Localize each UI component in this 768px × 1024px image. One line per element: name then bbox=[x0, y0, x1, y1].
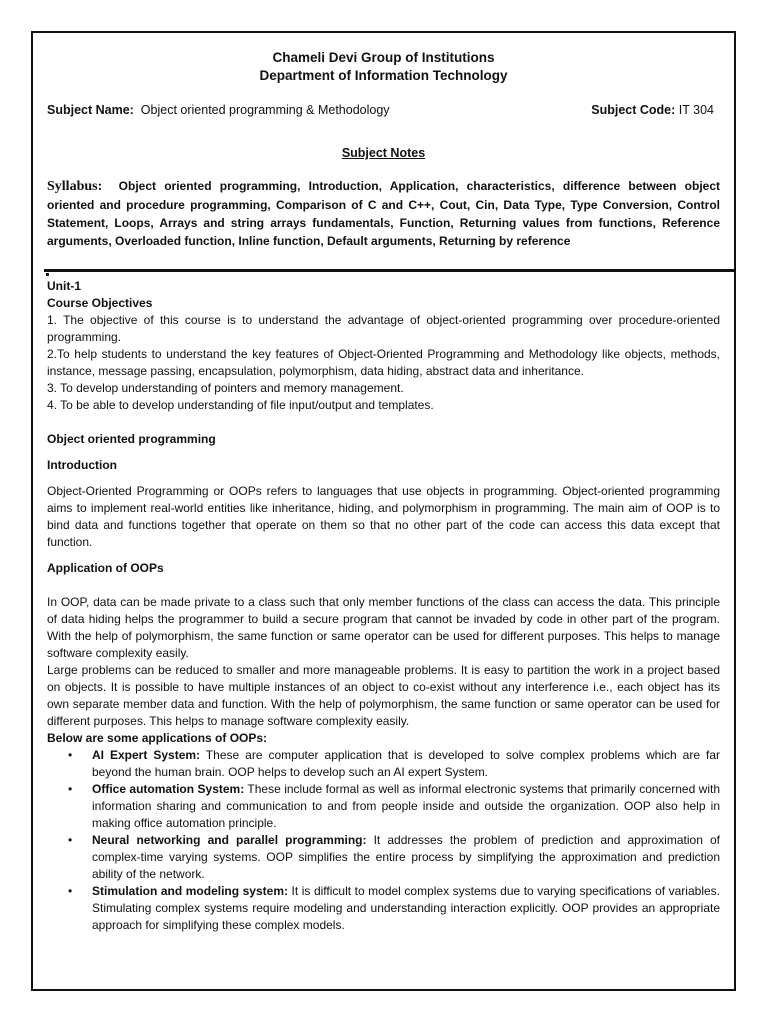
syllabus-text: Object oriented programming, Introduction, Application, characteristics, difference between object oriented and procedure programming, Comparison of C and C++, Cout, Cin, Data Type, Type Conversion, Control Statement, Loops, Arrays and string arrays fundamentals, Function, Returning values from functions, Reference arguments, Overloaded function, Inline function, Default arguments, Returning by reference bbox=[47, 179, 720, 248]
unit-title: Unit-1 bbox=[47, 279, 81, 293]
applications-heading: Application of OOPs bbox=[47, 561, 164, 575]
subject-code-block bbox=[591, 102, 714, 119]
list-item-term: Stimulation and modeling system: bbox=[92, 884, 288, 898]
list-item bbox=[68, 883, 720, 934]
objective-item: 4. To be able to develop understanding of file input/output and templates. bbox=[47, 398, 434, 412]
list-item-text: These include formal as well as informal electronic systems that primarily concerned with information sharing and communication to and from people inside and outside the organization. OOP also help in making office automation principle. bbox=[92, 782, 721, 830]
subject-name-block bbox=[47, 102, 390, 119]
syllabus bbox=[47, 177, 720, 250]
syllabus-label: Syllabus: bbox=[47, 179, 103, 194]
divider-mark bbox=[46, 273, 49, 276]
list-item bbox=[68, 747, 721, 781]
subject-name-label: Subject Name: bbox=[47, 103, 134, 117]
applications-paragraph-2: Large problems can be reduced to smaller and more manageable problems. It is easy to partition the work in a project based on objects. It is possible to have multiple instances of an object to co-exist without any interference i.e., each object has its own separate member data and function. With the help of polymorphism, the same function or same operator can be used for different purposes. This helps to manage software complexity easily. bbox=[47, 663, 720, 728]
document-header bbox=[47, 33, 720, 250]
list-item bbox=[68, 781, 721, 832]
bullet-icon: • bbox=[68, 884, 73, 898]
objective-item: 1. The objective of this course is to understand the advantage of object-oriented programming over procedure-oriented programming. bbox=[47, 313, 720, 344]
applications-list-heading: Below are some applications of OOPs: bbox=[47, 731, 268, 745]
bullet-icon: • bbox=[68, 782, 73, 796]
page-frame bbox=[31, 31, 736, 991]
subject-code-label: Subject Code: bbox=[591, 103, 676, 117]
list-item bbox=[68, 832, 720, 883]
objectives-heading: Course Objectives bbox=[47, 296, 153, 310]
list-item-term: Office automation System: bbox=[92, 782, 245, 796]
subject-code-value: IT 304 bbox=[678, 103, 714, 117]
oop-heading: Object oriented programming bbox=[47, 432, 216, 446]
subject-row bbox=[47, 102, 720, 120]
list-item-text: It is difficult to model complex systems due to varying specifications of variables. Stimulating complex systems require modeling and understanding interaction explicitly. OOP provides an appropriate approach for simplifying these complex models. bbox=[92, 884, 720, 932]
list-item-text: It addresses the problem of prediction and approximation of complex-time varying systems. OOP simplifies the entire process by simplifying the approximation and prediction ability of the network. bbox=[92, 833, 720, 881]
document-body bbox=[47, 278, 720, 934]
applications-paragraph-1: In OOP, data can be made private to a class such that only member functions of the class can access the data. This principle of data hiding helps the programmer to build a secure program that cannot be invaded by code in other part of the program. With the help of polymorphism, the same function or same operator can be used for different purposes. This helps to manage software complexity easily. bbox=[47, 595, 720, 660]
objective-item: 2.To help students to understand the key features of Object-Oriented Programming and Methodology like objects, methods, instance, message passing, encapsulation, polymorphism, data hiding, abstract data and inheritance. bbox=[47, 347, 720, 378]
introduction-heading: Introduction bbox=[47, 458, 117, 472]
subject-name-value: Object oriented programming & Methodology bbox=[140, 103, 390, 117]
bullet-icon: • bbox=[68, 833, 73, 847]
institution-name: Chameli Devi Group of Institutions bbox=[272, 50, 495, 65]
bullet-icon: • bbox=[68, 748, 73, 762]
applications-list bbox=[47, 747, 720, 934]
department-name: Department of Information Technology bbox=[259, 68, 508, 83]
list-item-text: These are computer application that is developed to solve complex problems which are far beyond the human brain. OOP helps to develop such an AI expert System. bbox=[92, 748, 721, 779]
list-item-term: Neural networking and parallel programming: bbox=[92, 833, 367, 847]
section-divider bbox=[44, 269, 735, 272]
introduction-text: Object-Oriented Programming or OOPs refers to languages that use objects in programming. Object-oriented programming aims to implement real-world entities like inheritance, hiding, and polymorphism in programming. The main aim of OOP is to bind data and functions together that operate on them so that no other part of the code can access this data except that function. bbox=[47, 484, 720, 549]
objective-item: 3. To develop understanding of pointers and memory management. bbox=[47, 381, 404, 395]
list-item-term: AI Expert System: bbox=[92, 748, 201, 762]
notes-title: Subject Notes bbox=[341, 146, 426, 160]
